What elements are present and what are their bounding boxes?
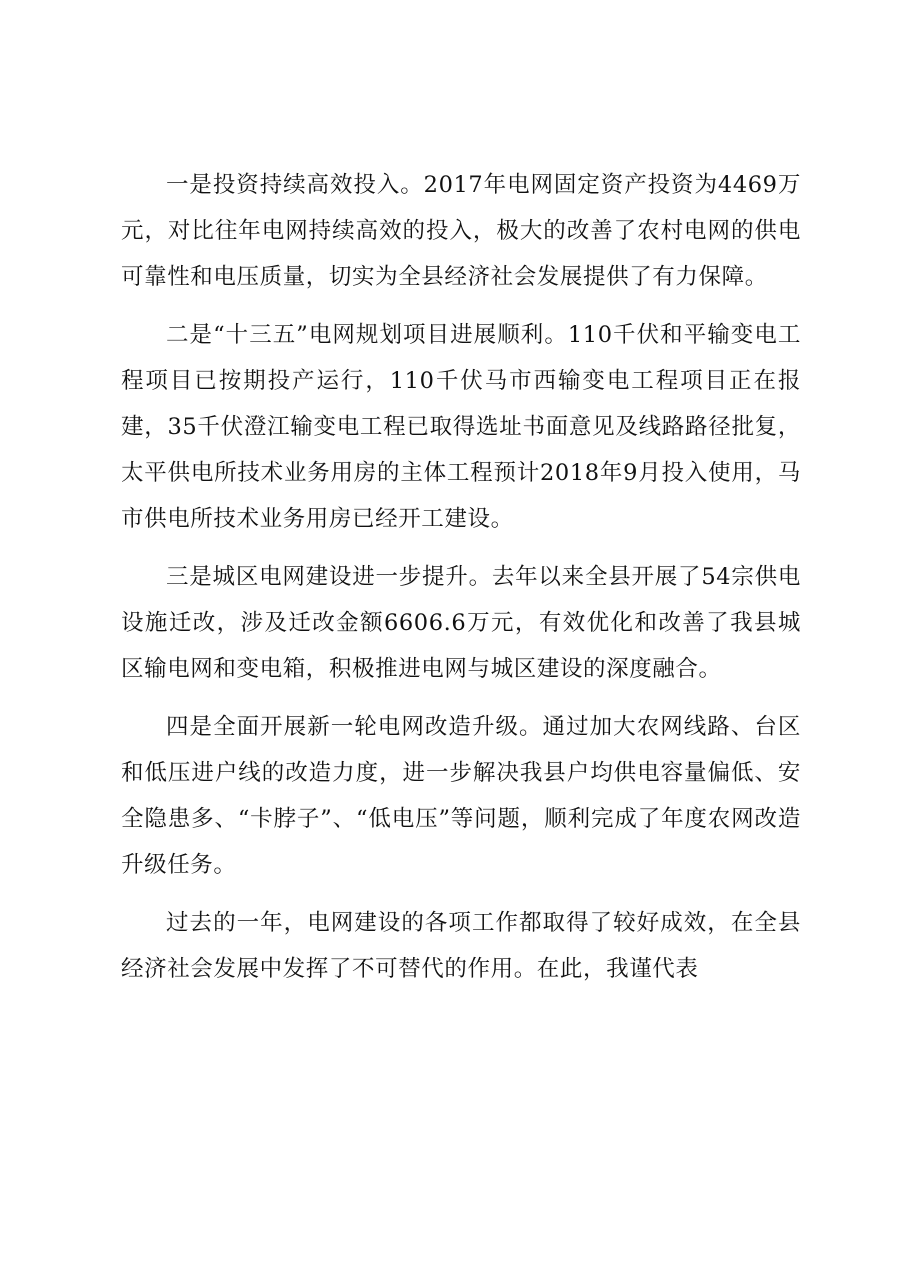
paragraph-grid-upgrade: 四是全面开展新一轮电网改造升级。通过加大农网线路、台区和低压进户线的改造力度，进一步解决我县户均供电容量偏低、安全隐患多、“卡脖子”、“低电压”等问题，顺利完成了年度农网改造升级任务。 <box>121 714 801 878</box>
document-body <box>121 162 801 1004</box>
paragraph-investment: 一是投资持续高效投入。2017年电网固定资产投资为4469万元，对比往年电网持续高效的投入，极大的改善了农村电网的供电可靠性和电压质量，切实为全县经济社会发展提供了有力保障。 <box>121 172 801 290</box>
paragraph-urban-grid: 三是城区电网建设进一步提升。去年以来全县开展了54宗供电设施迁改，涉及迁改金额6606.6万元，有效优化和改善了我县城区输电网和变电箱，积极推进电网与城区建设的深度融合。 <box>121 564 801 682</box>
paragraph-planning-projects: 二是“十三五”电网规划项目进展顺利。110千伏和平输变电工程项目已按期投产运行，110千伏马市西输变电工程项目正在报建，35千伏澄江输变电工程已取得选址书面意见及线路路径批复，太平供电所技术业务用房的主体工程预计2018年9月投入使用，马市供电所技术业务用房已经开工建设。 <box>121 322 801 532</box>
paragraph-summary: 过去的一年，电网建设的各项工作都取得了较好成效，在全县经济社会发展中发挥了不可替代的作用。在此，我谨代表 <box>121 910 801 982</box>
